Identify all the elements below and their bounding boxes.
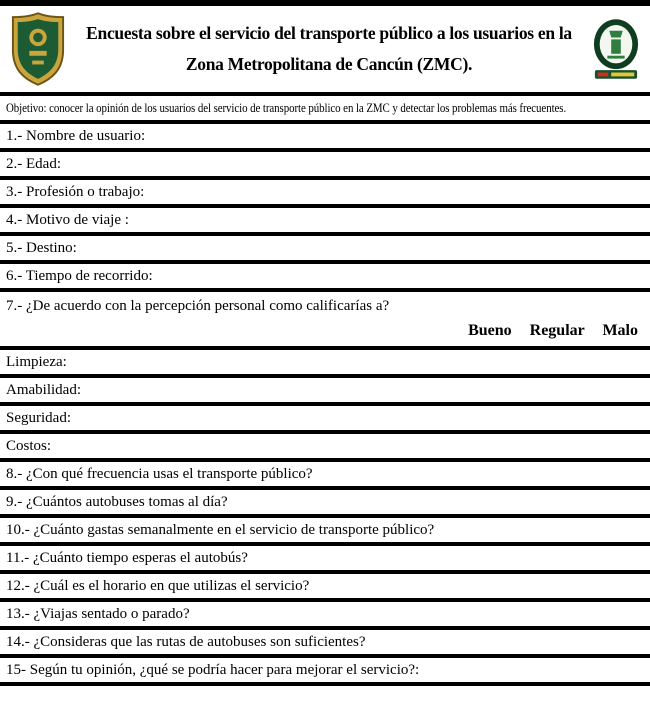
survey-row-autobuses-dia (0, 490, 650, 514)
field-label: 4.- Motivo de viaje : (6, 212, 129, 228)
answer-area[interactable] (77, 236, 644, 260)
answer-area[interactable] (248, 546, 644, 570)
answer-area[interactable] (313, 462, 644, 486)
objective-text: Objetivo: conocer la opinión de los usuarios del servicio de transporte público en la ZMC y detectar los problemas más frecuentes. (6, 100, 567, 115)
field-label: 5.- Destino: (6, 240, 77, 256)
survey-row-mejorar-servicio (0, 658, 650, 682)
answer-area[interactable] (144, 180, 644, 204)
rating-option-bueno: Bueno (468, 322, 512, 339)
field-label: 8.- ¿Con qué frecuencia usas el transporte público? (6, 466, 313, 482)
university-crest-logo (10, 10, 66, 88)
document-title (66, 18, 592, 79)
survey-row-amabilidad (0, 378, 650, 402)
field-label: Limpieza: (6, 354, 67, 370)
answer-area[interactable] (190, 602, 644, 626)
survey-row-gasto-semanal (0, 518, 650, 542)
answer-area[interactable] (366, 630, 645, 654)
document-title-line1: Encuesta sobre el servicio del transporte público a los usuarios en la (86, 23, 572, 44)
field-label: 10.- ¿Cuánto gastas semanalmente en el servicio de transporte público? (6, 522, 435, 538)
field-label: 6.- Tiempo de recorrido: (6, 268, 153, 284)
field-label: Seguridad: (6, 410, 71, 426)
field-label: 14.- ¿Consideras que las rutas de autobuses son suficientes? (6, 634, 366, 650)
field-label: 3.- Profesión o trabajo: (6, 184, 145, 200)
rating-option-malo: Malo (602, 322, 638, 339)
field-label: Amabilidad: (6, 382, 81, 398)
answer-area[interactable] (81, 378, 644, 402)
survey-row-limpieza (0, 350, 650, 374)
document-title-line2: Zona Metropolitana de Cancún (ZMC). (185, 54, 473, 74)
field-label: 11.- ¿Cuánto tiempo esperas el autobús? (6, 550, 248, 566)
objective-row (0, 96, 650, 120)
field-label: Costos: (6, 438, 52, 454)
field-label: 1.- Nombre de usuario: (6, 128, 146, 144)
rating-option-regular: Regular (529, 322, 585, 339)
survey-row-frecuencia (0, 462, 650, 486)
field-label: 7.- ¿De acuerdo con la percepción personal como calificarías a? (6, 298, 390, 314)
answer-area[interactable] (309, 574, 644, 598)
answer-area[interactable] (129, 208, 644, 232)
answer-area[interactable] (153, 264, 644, 288)
field-label: 13.- ¿Viajas sentado o parado? (6, 606, 190, 622)
green-emblem-icon (592, 17, 640, 81)
field-label: 15- Según tu opinión, ¿qué se podría hacer para mejorar el servicio?: (6, 662, 420, 678)
answer-area[interactable] (51, 434, 644, 458)
survey-row-edad (0, 152, 650, 176)
field-label: 2.- Edad: (6, 156, 61, 172)
answer-area[interactable] (61, 152, 644, 176)
rating-scale-header (6, 318, 644, 344)
survey-row-seguridad (0, 406, 650, 430)
survey-row-destino (0, 236, 650, 260)
survey-row-tiempo-espera (0, 546, 650, 570)
university-crest-icon (10, 10, 66, 88)
answer-area[interactable] (434, 518, 644, 542)
answer-area[interactable] (71, 406, 644, 430)
green-emblem-logo (592, 17, 640, 81)
divider (0, 682, 650, 686)
answer-area[interactable] (419, 658, 644, 682)
survey-row-horario (0, 574, 650, 598)
survey-row-profesion (0, 180, 650, 204)
survey-row-rutas-suficientes (0, 630, 650, 654)
field-label: 9.- ¿Cuántos autobuses tomas al día? (6, 494, 228, 510)
answer-area[interactable] (145, 124, 644, 148)
document-header (0, 6, 650, 92)
survey-row-costos (0, 434, 650, 458)
survey-row-motivo (0, 208, 650, 232)
survey-row-nombre (0, 124, 650, 148)
survey-row-sentado-parado (0, 602, 650, 626)
field-label: 12.- ¿Cuál es el horario en que utilizas el servicio? (6, 578, 310, 594)
survey-row-percepcion (0, 292, 650, 346)
survey-row-tiempo-recorrido (0, 264, 650, 288)
answer-area[interactable] (67, 350, 644, 374)
answer-area[interactable] (228, 490, 644, 514)
